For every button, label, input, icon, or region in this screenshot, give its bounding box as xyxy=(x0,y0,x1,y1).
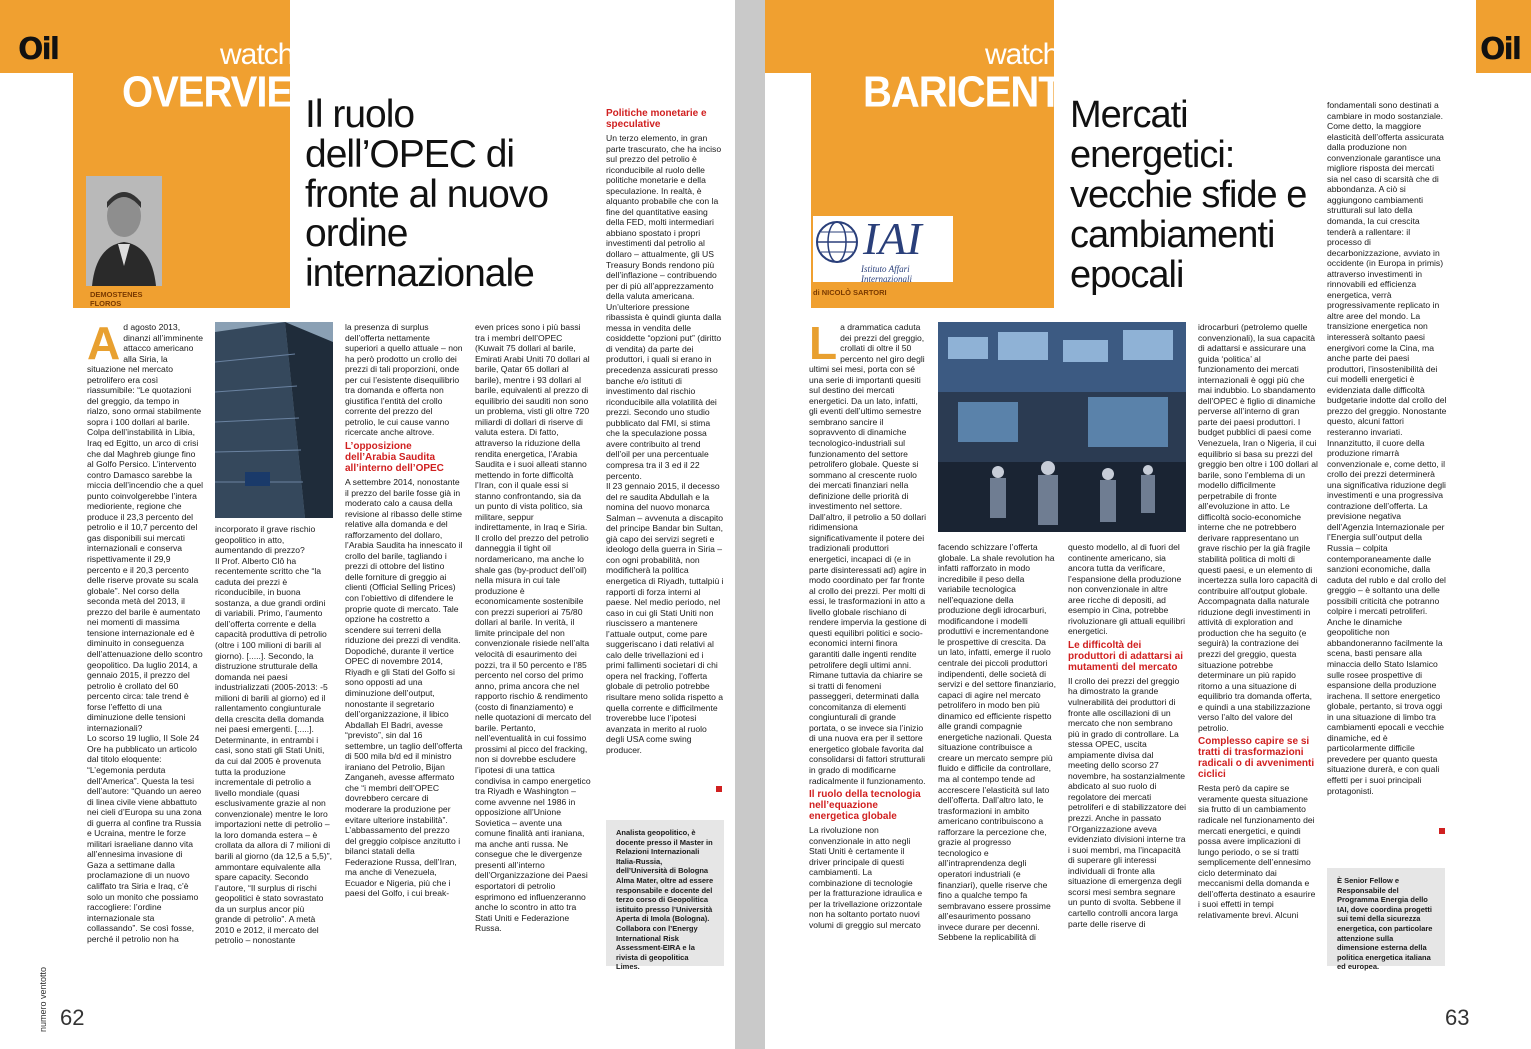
issue-label: numero ventotto xyxy=(38,966,48,1032)
brand-logo: Oil xyxy=(18,32,59,67)
subheading-difficolta: Le difficoltà dei produttori di adattarsi ai mutamenti del mercato xyxy=(1068,639,1184,673)
author-photo xyxy=(86,176,162,286)
globe-icon xyxy=(815,220,859,264)
author-bio: Analista geopolitico, è docente presso il Master in Relazioni Internazionali Italia-Russia, dell’Università di Bologna Alma Mater, oltre ad essere responsabile e docente del terzo corso di Geopolitica istituito presso l’Università Aperta di Imola (Bologna). Collabora con l’Energy International Risk Assessment-EIRA e la rivista di geopolitica Limes. xyxy=(606,820,724,966)
author-name: di NICOLÒ SARTORI xyxy=(813,288,887,297)
end-mark xyxy=(1439,828,1445,834)
brand-logo: Oil xyxy=(1480,32,1521,67)
article-column-1: A d agosto 2013, dinanzi all’imminente attacco americano alla Siria, la situazione nel mercato petrolifero era così riassumibile: “Le quotazioni del greggio, da tempo in rialzo, sono ormai stabilmente sopra i 100 dollari al barile. Colpa dell’instabilità in Libia, Iraq ed Egitto, un arco di crisi che dal Maghreb giunge fino al Golfo Persico. L’intervento contro Damasco sarebbe la miccia dell’incendio che a quel punto coinvolgerebbe l’intera medioriente, regione che produce il 23,3 percento del petrolio e il 10,7 percento del gas disponibili sui mercati internazionali e conserva rispettivamente il 29,9 percento e il 20,3 percento delle riserve provate su scala globale”. Nel corso della seconda metà del 2013, il prezzo del barile è aumentato nei momenti di massima tensione internazionale ed è diminuito in conseguenza dell’attenuazione dello scontro geopolitico. Da luglio 2014, a gennaio 2015, il prezzo del petrolio è crollato del 60 percento circa: tale trend è forse l’effetto di una diminuzione delle tensioni internazionali? Lo scorso 19 luglio, Il Sole 24 Ore ha pubblicato un articolo dal titolo eloquente: “L’egemonia perduta dell’America”. Questa la tesi dell’autore: “Quando un aereo di linea civile viene abbattuto nei cieli d’Europa su una zona di guerra al confine tra Russia e Ucraina, mentre le forze militari israeliane danno vita all’ennesima invasione di Gaza a settimane dalla proclamazione di un nuovo califfato tra Siria e Iraq, c’è solo un monito che possiamo raccogliere: l’ordine internazionale sta collassando”. Se così fosse, perché il petrolio non ha xyxy=(87,322,204,944)
subheading-complesso: Complesso capire se si tratti di trasformazioni radicali o di avvenimenti ciclici xyxy=(1198,736,1315,781)
subheading-politiche: Politiche monetarie e speculative xyxy=(606,108,707,130)
author-bio: È Senior Fellow e Responsabile del Programma Energia dello IAI, dove coordina progetti sui temi della sicurezza energetica, con particolare attenzione sulla dimensione esterna della politica energetica italiana ed europea. xyxy=(1327,868,1445,966)
left-page xyxy=(0,0,735,1049)
article-column-5: fondamentali sono destinati a cambiare in modo sostanziale. Come detto, la maggiore elasticità dell’offerta assicurata dalla produzione non convenzionale garantisce una migliore risposta dei mercati sia nel caso di scarsità che di abbondanza. A ciò si aggiungono cambiamenti strutturali sul lato della domanda, la cui crescita tenderà a rallentare: il processo di decarbonizzazione, avviato in occidente (in Europa in primis) attraverso investimenti in rinnovabili ed efficienza energetica, verrà progressivamente replicato in altre aree del mondo. La transizione energetica non interesserà soltanto paesi energivori come la Cina, ma anche parte dei paesi produttori, l’insostenibilità dei cui modelli energetici è evidenziata dalle difficoltà budgetarie indotte dal crollo del prezzo del greggio. Nonostante questo, alcuni fattori resteranno invariati. Innanzitutto, il cuore della produzione rimarrà convenzionale e, come detto, il crollo dei prezzi determinerà una significativa riduzione degli investimenti e una progressiva contrazione dell’offerta. La previsione negativa dell’Agenzia Internazionale per l’Energia sull’output della Russia – colpita contemporaneamente dalle sanzioni economiche, dalla caduta del rublo e dal crollo del greggio – è soltanto una delle possibili criticità che potranno colpire i mercati petroliferi. Anche le dinamiche geopolitiche non abbandoneranno facilmente la scena, basti pensare alla minaccia dello Stato Islamico sulle rosee prospettive di espansione della produzione irachena. Il settore energetico globale, pertanto, si trova oggi in una situazione di limbo tra cambiamenti epocali e vecchie dinamiche, ed è particolarmente difficile prevedere per quanto questa situazione durerà, e con quali effetti per i suoi principali protagonisti. xyxy=(1327,100,1447,796)
author-name: DEMOSTENES FLOROS xyxy=(90,290,143,308)
article-column-4: idrocarburi (petrolemo quelle convenzionali), la sua capacità di adattarsi e assicurare una guida ‘politica’ al funzionamento dei mercati internazionali è oggi più che mai indubbio. Lo sbandamento dell’OPEC è figlio di dinamiche perverse all’interno di gran parte dei paesi produttori. I budget pubblici di paesi come Venezuela, Iran o Nigeria, il cui equilibrio si basa su prezzi del greggio ben oltre i 100 dollari al barile, sono l’emblema di un modello difficilmente perpetrabile di fronte all’evoluzione in atto. Le difficoltà socio-economiche interne che ne potrebbero derivare rappresentano un grave rischio per la già fragile stabilità politica di molti di questi paesi, e un elemento di incertezza sulla loro capacità di contribuire all’output globale. Accompagnata dalla naturale riduzione degli investimenti in attività di exploration and production che ha seguito (e seguirà) la contrazione dei prezzi del greggio, questa situazione potrebbe determinare un più rapido ritorno a una situazione di equilibrio tra domanda offerta, e quindi a una stabilizzazione verso l’alto del valore del petrolio. Complesso capire se si tratti di trasformazioni radicali o di avvenimenti ciclici Resta però da capire se veramente questa situazione sia frutto di un cambiamento radicale nel funzionamento dei mercati energetici, e quindi possa avere implicazioni di lungo periodo, o se si tratti semplicemente dell’ennesimo ciclo determinato dai meccanismi della domanda e dell’offerta destinato a esaurire i suoi effetti in tempi relativamente brevi. Alcuni xyxy=(1198,322,1318,920)
section-name: BARICENTRI xyxy=(863,67,1100,117)
section-watch: watch xyxy=(985,38,1059,71)
article-column-2: facendo schizzare l’offerta globale. La shale revolution ha infatti rafforzato in modo incredibile il peso della variabile tecnologica nell’equazione della produzione degli idrocarburi, modificandone i modelli produttivi e incrementandone le prospettive di crescita. Da un lato, infatti, emerge il ruolo centrale dei piccoli produttori indipendenti, delle società di servizi e del settore finanziario, capaci di agire nel mercato petrolifero in modo ben più dinamico ed efficiente rispetto alle grandi compagnie energetiche nazionali. Questa situazione contribuisce a creare un mercato sempre più fluido e difficile da controllare, ma al contempo tende ad accrescere l’elasticità sul lato dell’offerta. Dall’altro lato, le trasformazioni in ambito americano contribuiscono a rafforzare la percezione che, grazie al progresso tecnologico e all’intraprendenza degli operatori industriali (e finanziari), quelle riserve che fino a qualche tempo fa sembravano essere prossime all’esaurimento possano invece durare per decenni. Sebbene la replicabilità di xyxy=(938,542,1056,943)
end-mark xyxy=(716,786,722,792)
page-number: 62 xyxy=(60,1005,85,1030)
section-name: OVERVIEW xyxy=(122,67,329,117)
iai-logo-text: IAI xyxy=(863,213,922,264)
page-number: 63 xyxy=(1445,1005,1470,1030)
subheading-tecnologia: Il ruolo della tecnologia nell’equazione energetica globale xyxy=(809,789,921,823)
article-title: Il ruolo dell’OPEC di fronte al nuovo ordine internazionale xyxy=(305,93,549,296)
iai-logo-sub: Istituto Affari Internazionali xyxy=(861,264,912,284)
drop-cap: A xyxy=(87,322,121,369)
building-photo xyxy=(215,322,333,518)
article-column-3: questo modello, al di fuori del continente americano, sia ancora tutta da verificare, l’espansione della produzione non convenzionale in altre aree ricche di depositi, ad esempio in Cina, potrebbe rivoluzionare gli attuali equilibri energetici. Le difficoltà dei produttori di adattarsi ai mutamenti del mercato Il crollo dei prezzi del greggio ha dimostrato la grande vulnerabilità dei produttori di fronte alle oscillazioni di un mercato che non sembrano più in grado di controllare. La stessa OPEC, uscita ampiamente divisa dal meeting dello scorso 27 novembre, ha sostanzialmente abdicato al suo ruolo di regolatore dei mercati petroliferi e di stabilizzatore dei prezzi. Anche in passato l’Organizzazione aveva evidenziato divisioni interne tra i suoi membri, ma l’incapacità di superare gli interessi individuali di fronte alla situazione di emergenza degli scorsi mesi sembra segnare un punto di svolta. Sebbene il cartello controlli ancora larga parte delle riserve di xyxy=(1068,542,1186,929)
right-page xyxy=(765,0,1531,1049)
subheading-opposizione: L’opposizione dell’Arabia Saudita all’interno dell’OPEC xyxy=(345,441,444,475)
section-watch: watch xyxy=(220,38,294,71)
article-column-3: la presenza di surplus dell’offerta nettamente superiori a quello attuale – non ha però prodotto un crollo dei prezzi di tali proporzioni, onde per cui l’esistente disequilibrio tra domanda e offerta non giustifica l’entità del crollo corrente del prezzo del petrolio, le cui cause vanno ricercate anche altrove. L’opposizione dell’Arabia Saudita all’interno dell’OPEC A settembre 2014, nonostante il prezzo del barile fosse già in moderato calo a causa della revisione al ribasso delle stime relative alla domanda e del rafforzamento del dollaro, l’Arabia Saudita ha innescato il crollo del barile, tagliando i prezzi di ottobre del listino delle forniture di greggio ai clienti (Official Selling Prices) con l’obiettivo di difendere le proprie quote di mercato. Tale opzione ha costretto a scendere sui terreni della riduzione dei prezzi di vendita. Dopodiché, durante il vertice OPEC di novembre 2014, Riyadh e gli Stati del Golfo si sono opposti ad una diminuzione dell’output, nonostante il segretario dell’organizzazione, il libico Abdallah El Badri, avesse “previsto”, sin dal 16 settembre, un taglio dell’offerta di 500 mila b/d ed il ministro iraniano del Petrolio, Bijan Zanganeh, avesse affermato che “i membri dell’OPEC dovrebbero cercare di moderare la produzione per evitare ulteriore instabilità”. L’abbassamento del prezzo del greggio colpisce anzitutto i bilanci statali della Federazione Russa, dell’Iran, ma anche di Venezuela, Ecuador e Nigeria, più che i paesi del Golfo, i cui break- xyxy=(345,322,463,899)
iai-logo xyxy=(813,213,953,284)
article-column-4: even prices sono i più bassi tra i membri dell’OPEC (Kuwait 75 dollari al barile, Emirati Arabi Uniti 70 dollari al barile, Qatar 65 dollari al barile), mentre i 93 dollari al barile, equivalenti al prezzo di equilibrio dei sauditi non sono un problema, visti gli oltre 720 miliardi di dollari di riserve di valuta estera. Di fatto, attraverso la riduzione della rendita energetica, l’Arabia Saudita e i suoi alleati stanno mettendo in forte difficoltà l’Iran, con il quale essi si stanno confrontando, sia da un punto di vista politico, sia militare, seppur indirettamente, in Iraq e Siria. Il crollo del prezzo del petrolio danneggia il tight oil nordamericano, ma anche lo shale gas (by-product dell’oil) nella misura in cui tale produzione è economicamente sostenibile con prezzi superiori ai 75/80 dollari al barile. In verità, il limite principale del non convenzionale risiede nell’alta velocità di esaurimento dei pozzi, tra il 50 percento e l’85 percento nel corso del primo anno, prima ancora che nel rapporto rischio & rendimento (costo di finanziamento) e nelle quotazioni di mercato del barile. Pertanto, nell’eventualità in cui fossimo prossimi al picco del fracking, non si dovrebbe escludere l’ipotesi di una tattica condivisa in campo energetico tra Riyadh e Washington – come avvenne nel 1986 in opposizione all’Unione Sovietica – avente una comune finalità anti iraniana, ma anche anti russa. Ne consegue che le divergenze presenti all’interno dell’Organizzazione dei Paesi esportatori di petrolio esprimono ed influenzeranno anche lo scontro in atto tra Stati Uniti e Federazione Russa. xyxy=(475,322,592,934)
article-column-5: Politiche monetarie e speculative Un terzo elemento, in gran parte trascurato, che ha inciso sul prezzo del petrolio è riconducibile al ruolo delle politiche monetarie e della speculazione. In realtà, è alquanto probabile che con la fine del quantitative easing della FED, molti intermediari abbiano spostato i propri investimenti dal petrolio al dollaro – attualmente, gli US Treasury Bonds rendono più dell’inflazione – contribuendo per di più all’apprezzamento della valuta americana. Un’ulteriore pressione ribassista è quindi giunta dalla messa in vendita delle cosiddette “opzioni put” (diritto di vendita) da parte dei produttori, i quali si erano in precedenza assicurati presso banche e/o istituti di investimento dal rischio riconducibile alla volatilità dei prezzi. Secondo uno studio pubblicato dal FMI, si stima che la speculazione possa avere contribuito al trend dell’oil per una percentuale compresa tra il 3 ed il 22 percento. Il 23 gennaio 2015, il decesso del re saudita Abdullah e la nomina del nuovo monarca Salman – avvenuta a discapito del principe Bandar bin Sultan, già capo dei servizi segreti e ideologo della guerra in Siria – con ogni probabilità, non modificherà la politica energetica di Riyadh, tuttalpiù i rapporti di forza interni al paese. Nel medio periodo, nel caso in cui gli Stati Uniti non riuscissero a mantenere l’attuale output, come pare suggeriscano i dati relativi al calo delle trivellazioni ed i primi fallimenti societari di chi opera nel fracking, l’offerta globale di petrolio potrebbe risultare meno solida rispetto a quella corrente e difficilmente troverebbe luce l’ipotesi avanzata in merito al ruolo degli USA come swing producer. xyxy=(606,108,724,755)
article-column-1: L a drammatica caduta dei prezzi del greggio, crollati di oltre il 50 percento nel giro degli ultimi sei mesi, porta con sé una serie di importanti quesiti sul destino dei mercati energetici. Da un lato, infatti, gli eventi dell’ultimo semestre sembrano sancire il sopravvento di dinamiche tecnologico-industriali sul funzionamento del settore petrolifero globale. Queste si sommano al crescente ruolo dei mercati finanziari nella definizione delle priorità di investimento nel settore. Dall’altro, il petrolio a 50 dollari ridimensiona significativamente il potere dei tradizionali produttori energetici, incapaci di (e in parte disinteressati ad) agire in modo coordinato per far fronte al crollo dei prezzi. Per molti di essi, le trasformazioni in atto a livello globale rischiano di rendere impervia la gestione di questi equilibri politici e socio-economici interni finora garantiti dalle ingenti rendite petrolifere degli ultimi anni. Rimane tuttavia da chiarire se si tratti di fenomeni passeggeri, determinati dalla concomitanza di elementi congiunturali di grande portata, o se invece sia l’inizio di una nuova era per il settore energetico globale favorita dal consolidarsi di fattori strutturali in grado di modificarne radicalmente il funzionamento. Il ruolo della tecnologia nell’equazione energetica globale La rivoluzione non convenzionale in atto negli Stati Uniti è certamente il driver principale di questi cambiamenti. La combinazione di tecnologie per la fratturazione idraulica e per la trivellazione orizzontale non ha soltanto portato nuovi volumi di greggio sul mercato xyxy=(809,322,927,930)
article-column-2: incorporato il grave rischio geopolitico in atto, aumentando di prezzo? Il Prof. Alberto Clô ha recentemente scritto che “la caduta dei prezzi è riconducibile, in buona sostanza, a due grandi ordini di variabili. Primo, l’aumento dell’offerta corrente e della capacità produttiva di petrolio (oltre i 100 milioni di barili al giorno). [.....]. Secondo, la distruzione strutturale della domanda nei paesi industrializzati (2005-2013: -5 milioni di barili al giorno) ed il rallentamento congiunturale della crescita della domanda nei paesi emergenti. [.....]. Determinante, in entrambi i casi, sono stati gli Stati Uniti, da cui dal 2005 è provenuta tutta la produzione incrementale di petrolio a livello mondiale (quasi esclusivamente grazie al non convenzionale) mentre le loro importazioni nette di petrolio – la loro domanda estera – è crollata da allora di 7 milioni di barili al giorno (da 12,5 a 5,5)”, ammontare equivalente alla spare capacity. Secondo l’autore, “Il surplus di rischi geopolitici è stato sovrastato da un surplus ancor più grande di petrolio”. A metà 2010 e 2012, il mercato del petrolio – nonostante xyxy=(215,322,333,1049)
article-title: Mercati energetici: vecchie sfide e cambiamenti epocali xyxy=(1070,94,1307,296)
trading-floor-photo xyxy=(938,322,1186,532)
drop-cap: L xyxy=(809,322,838,369)
